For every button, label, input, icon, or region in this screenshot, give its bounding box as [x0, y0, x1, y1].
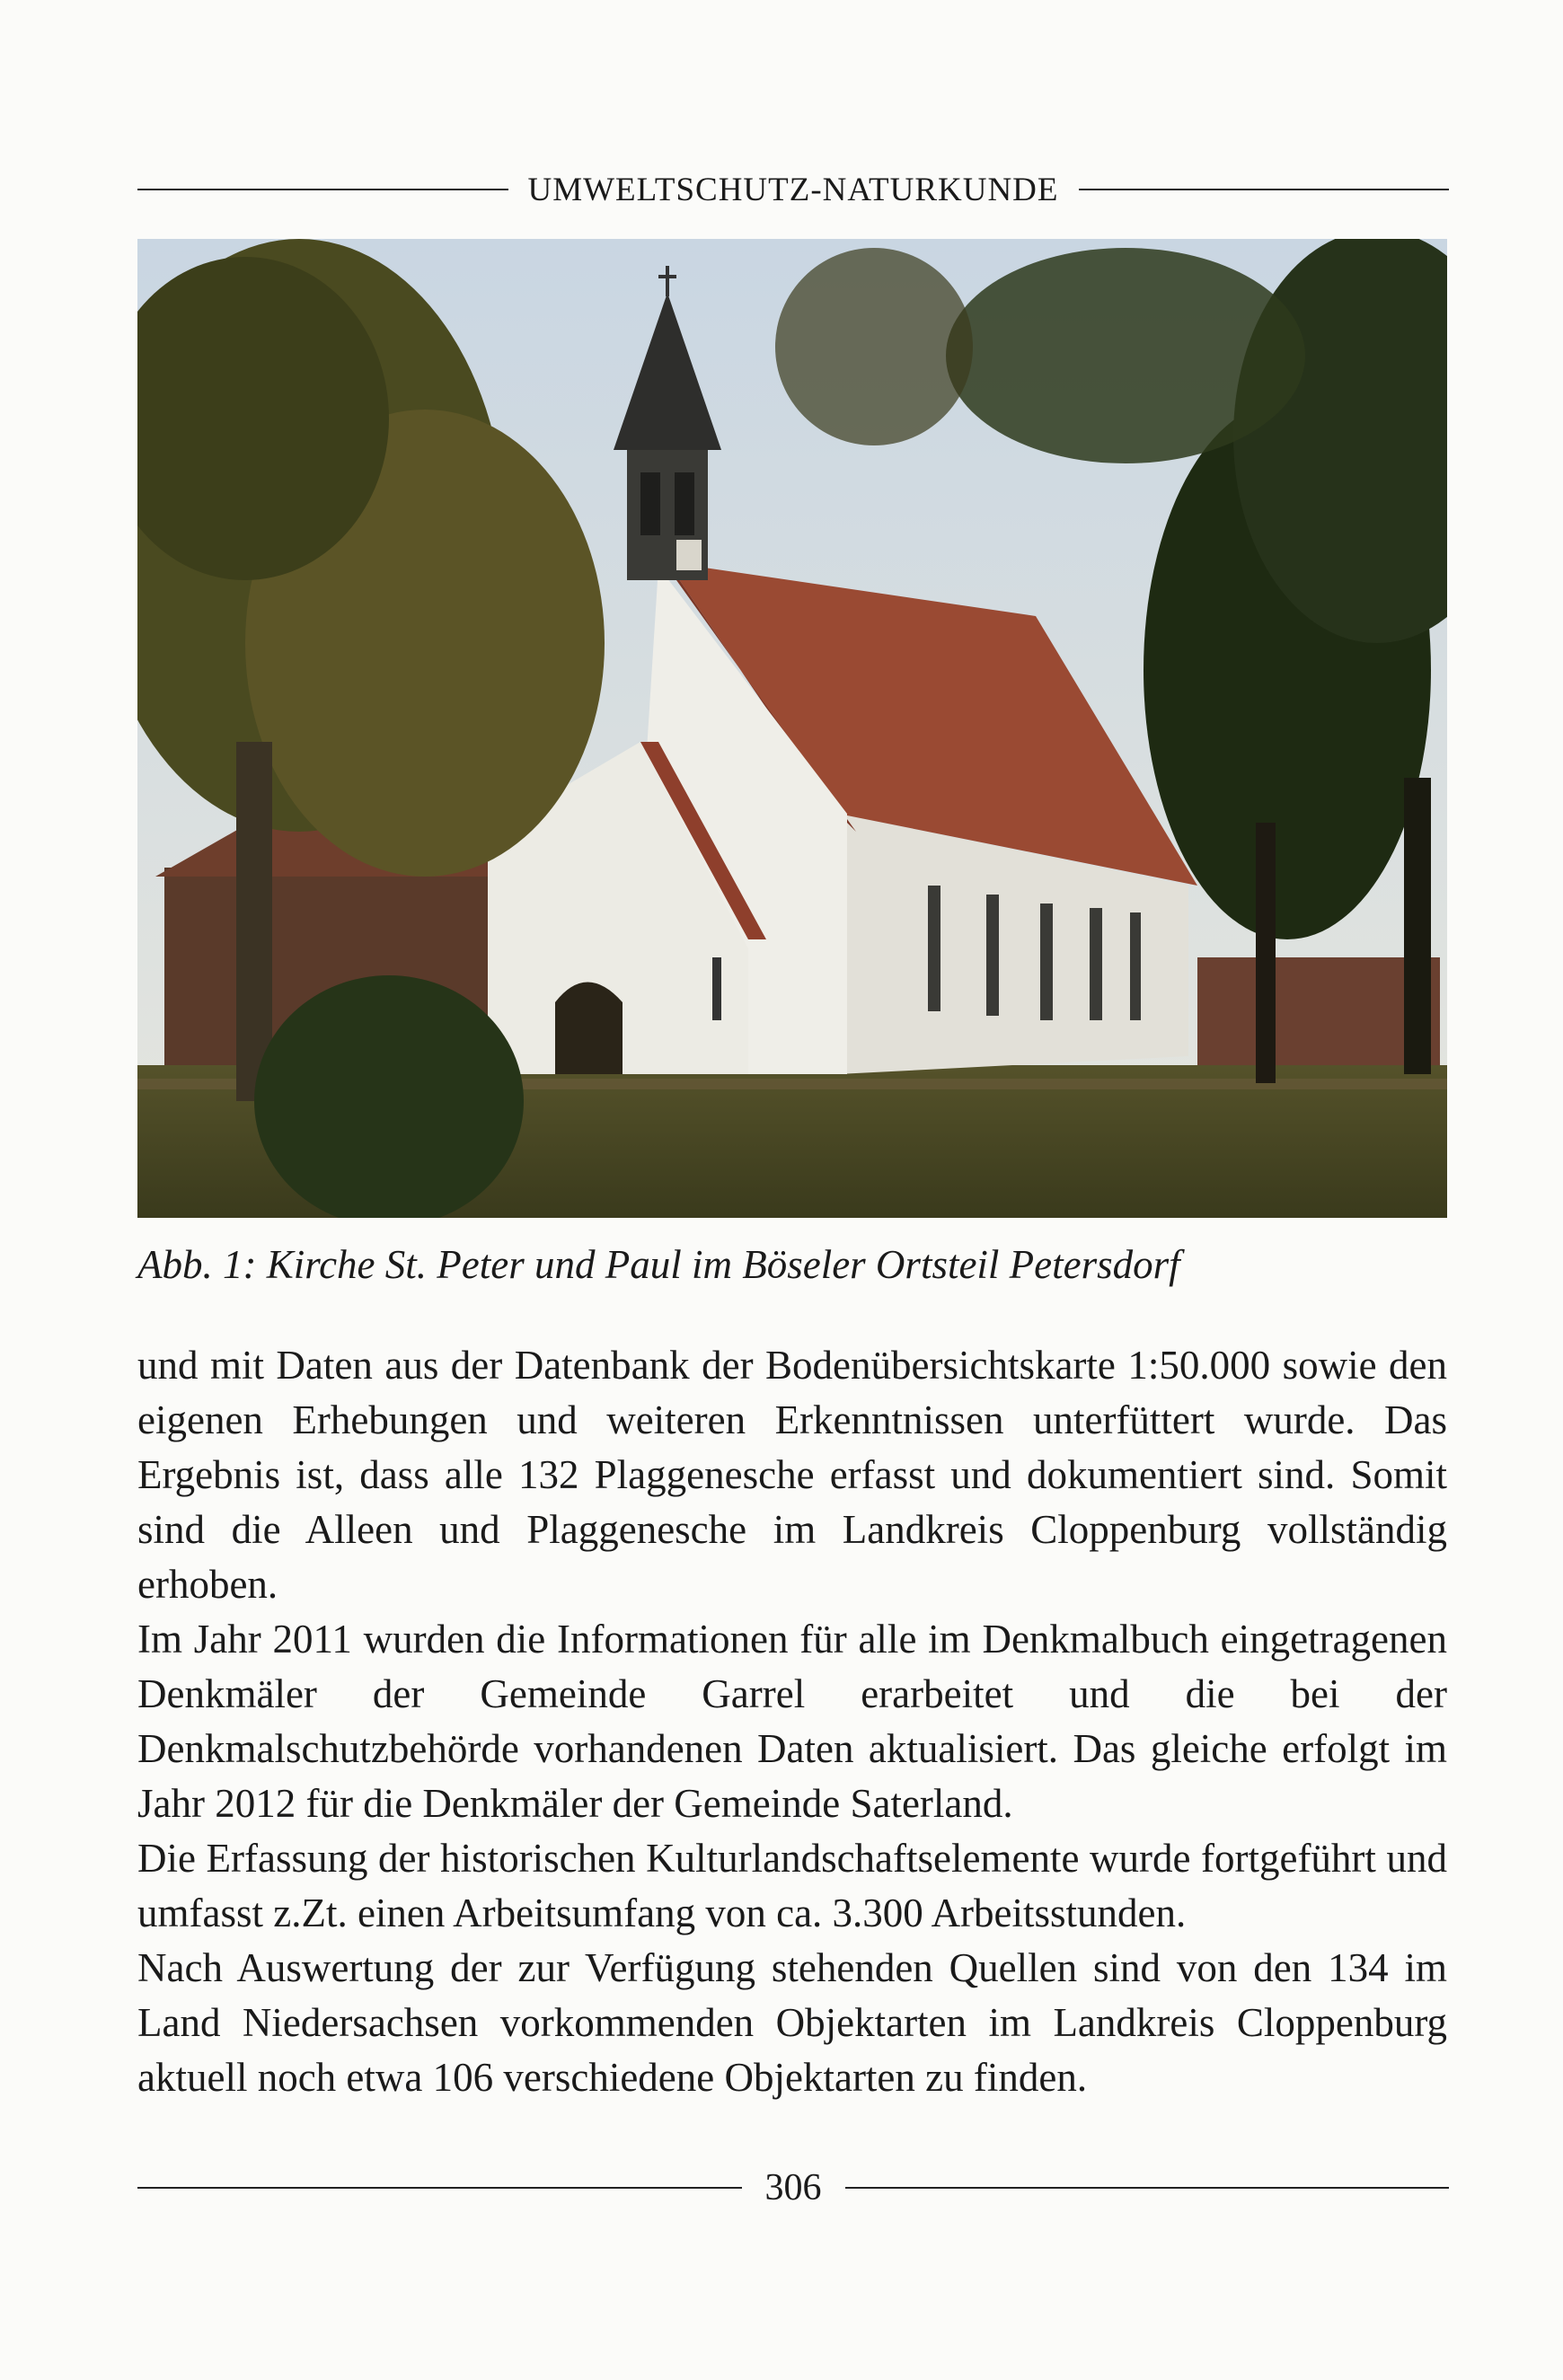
header-rule-left	[137, 189, 508, 190]
paragraph: Im Jahr 2011 wurden die Informationen für alle im Denkmalbuch eingetragenen Denkmäler der Gemeinde Garrel erarbeitet und die bei der Denkmalschutzbehörde vorhandenen Daten aktualisiert. Das gleiche erfolgt im Jahr 2012 für die Denkmäler der Gemeinde Saterland.	[137, 1617, 1447, 1826]
shrub-left	[254, 975, 524, 1218]
background-house-right	[1197, 957, 1440, 1074]
running-header	[137, 167, 1449, 212]
body-text	[137, 1338, 1447, 2105]
church-door	[555, 983, 623, 1075]
page-footer	[137, 2163, 1449, 2213]
header-rule-right	[1079, 189, 1450, 190]
footer-rule-left	[137, 2187, 742, 2189]
header-title: UMWELTSCHUTZ-NATURKUNDE	[527, 171, 1059, 208]
church-illustration	[137, 239, 1447, 1218]
paragraph: Nach Auswertung der zur Verfügung stehenden Quellen sind von den 134 im Land Niedersachsen vorkommenden Objektarten im Landkreis Cloppenburg aktuell noch etwa 106 verschiedene Objektarten zu finden.	[137, 1945, 1447, 2100]
paragraph: Die Erfassung der historischen Kulturlandschaftselemente wurde fortgeführt und umfasst z.Zt. einen Arbeitsumfang von ca. 3.300 Arbeitsstunden.	[137, 1836, 1447, 1935]
footer-rule-right	[845, 2187, 1450, 2189]
church-photo	[137, 239, 1447, 1218]
page-number: 306	[764, 2167, 822, 2208]
figure-caption: Abb. 1: Kirche St. Peter und Paul im Böseler Ortsteil Petersdorf	[137, 1242, 1180, 1287]
paragraph: und mit Daten aus der Datenbank der Bodenübersichtskarte 1:50.000 sowie den eigenen Erhebungen und weiteren Erkenntnissen unterfüttert wurde. Das Ergebnis ist, dass alle 132 Plaggenesche erfasst und dokumentiert sind. Somit sind die Alleen und Plaggenesche im Landkreis Cloppenburg vollständig erhoben.	[137, 1343, 1447, 1607]
